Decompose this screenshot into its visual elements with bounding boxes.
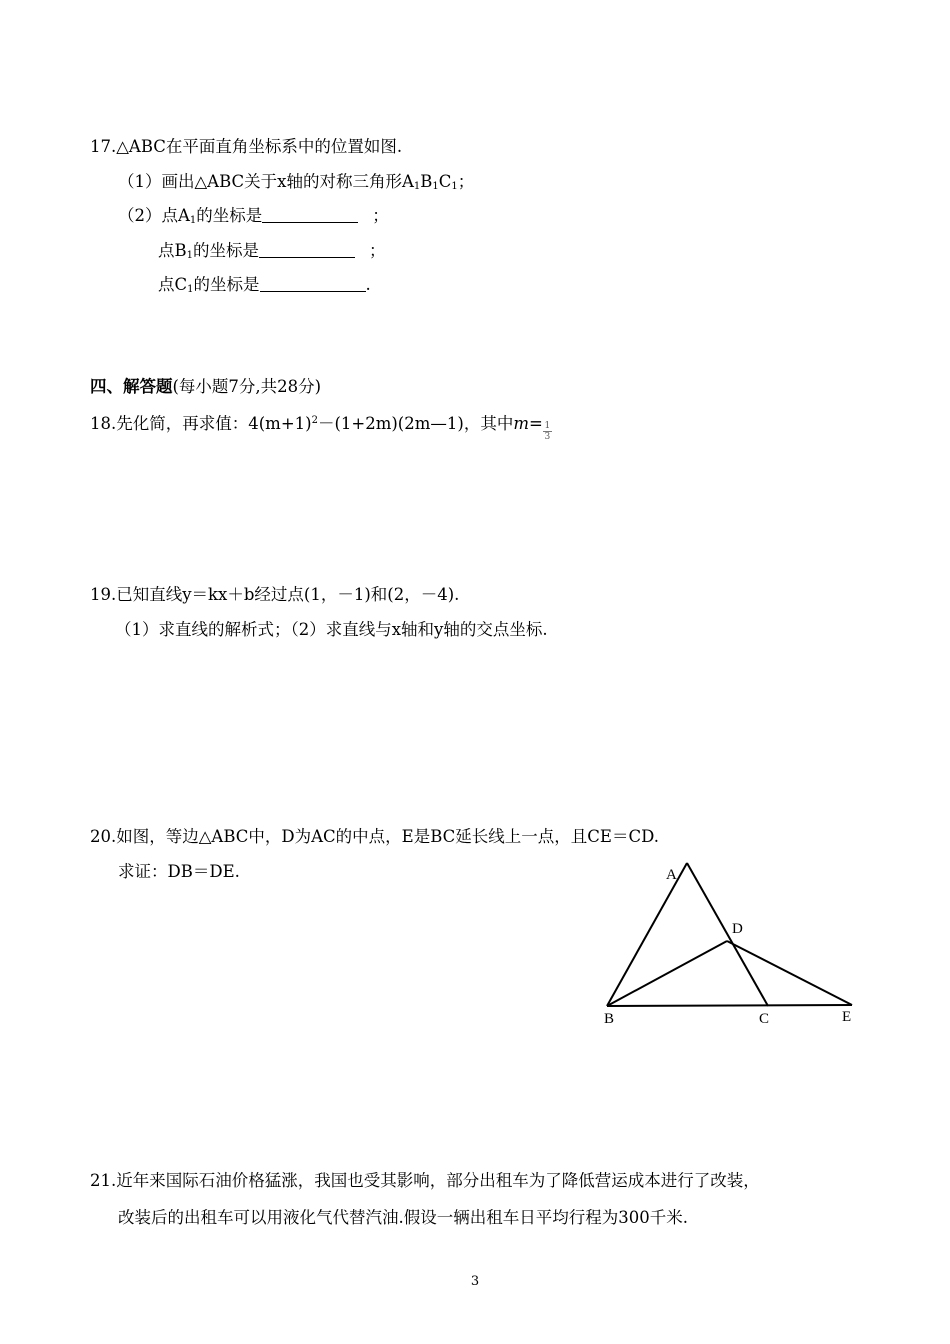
q17-part2-b1: 点$B_1$的坐标是 ； [158,241,386,261]
q17-title: 17.△ABC在平面直角坐标系中的位置如图. [90,137,403,156]
q19-line2: （1）求直线的解析式；（2）求直线与x轴和y轴的交点坐标. [115,620,548,639]
segment-be [607,1005,852,1006]
q17-part1: （1）画出△ABC关于x轴的对称三角形$A_1B_1C_1$； [118,172,475,192]
q21-line2: 改装后的出租车可以用液化气代替汽油.假设一辆出租车日平均行程为300千米. [118,1208,688,1227]
q21-line1: 21.近年来国际石油价格猛涨，我国也受其影响，部分出租车为了降低营运成本进行了改装， [90,1171,760,1190]
label-b: B [604,1011,615,1027]
fraction-one-third: $\frac{1}{3}$ [544,421,551,442]
q17-part2-a1: （2）点$A_1$的坐标是 ； [118,206,389,226]
label-c: C [759,1011,770,1027]
section4-heading: 四、解答题(每小题7分,共28分) [90,377,322,396]
page-number: 3 [470,1274,480,1289]
label-d: D [732,921,743,937]
triangle-figure [590,855,870,1035]
answer-blank-a1[interactable] [262,206,358,223]
q18-text: 18.先化简，再求值：$4(m+1)^2-(1+2m)(2m—1)$，其中m= $\frac{1}{3}$ [90,414,551,442]
segment-de [727,941,852,1005]
label-e: E [842,1009,852,1025]
q17-part2-c1: 点$C_1$的坐标是 . [158,275,371,295]
answer-blank-c1[interactable] [260,275,366,292]
segment-ac [687,863,768,1006]
q19-line1: 19.已知直线y＝kx＋b经过点(1，－1)和(2，－4). [90,585,460,604]
q20-line1: 20.如图，等边△ABC中，D为AC的中点，E是BC延长线上一点，且CE＝CD. [90,827,659,846]
q20-line2: 求证：DB＝DE. [118,862,240,881]
label-a: A [666,867,677,883]
answer-blank-b1[interactable] [259,241,355,258]
